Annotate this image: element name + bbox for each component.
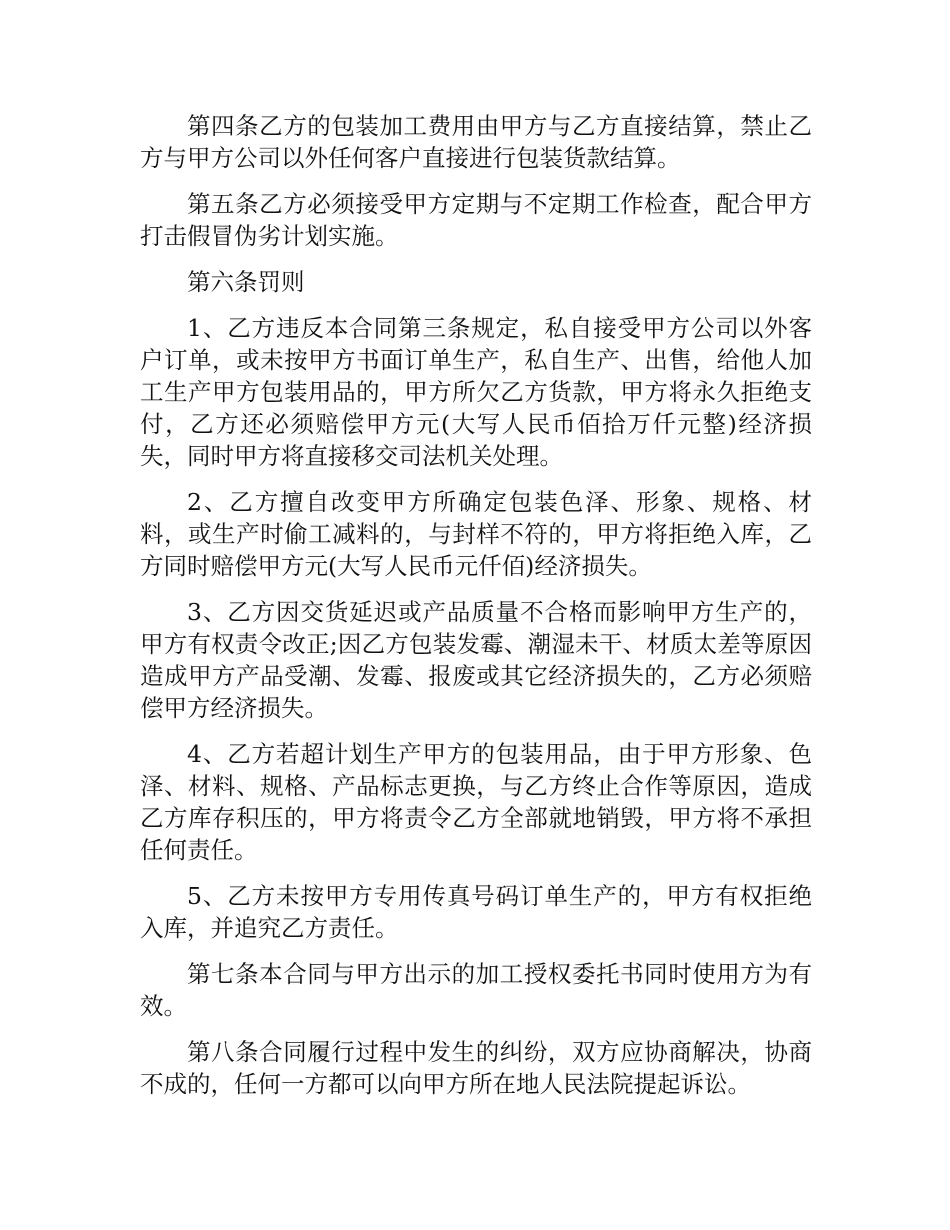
article-4-paragraph: 第四条乙方的包装加工费用由甲方与乙方直接结算，禁止乙方与甲方公司以外任何客户直接进行包装货款结算。 (140, 112, 812, 172)
article-7-paragraph: 第七条本合同与甲方出示的加工授权委托书同时使用方为有效。 (140, 960, 812, 1020)
penalty-clause-2: 2、乙方擅自改变甲方所确定包装色泽、形象、规格、材料，或生产时偷工减料的，与封样不符的，甲方将拒绝入库，乙方同时赔偿甲方元(大写人民币元仟佰)经济损失。 (140, 488, 812, 580)
document-body (140, 110, 812, 1114)
penalty-clause-1: 1、乙方违反本合同第三条规定，私自接受甲方公司以外客户订单，或未按甲方书面订单生产，私自生产、出售，给他人加工生产甲方包装用品的，甲方所欠乙方货款，甲方将永久拒绝支付，乙方还必须赔偿甲方元(大写人民币佰拾万仟元整)经济损失，同时甲方将直接移交司法机关处理。 (140, 314, 812, 470)
article-8-paragraph: 第八条合同履行过程中发生的纠纷，双方应协商解决，协商不成的，任何一方都可以向甲方所在地人民法院提起诉讼。 (140, 1038, 812, 1098)
article-6-heading: 第六条罚则 (187, 268, 305, 296)
penalty-clause-4: 4、乙方若超计划生产甲方的包装用品，由于甲方形象、色泽、材料、规格、产品标志更换，与乙方终止合作等原因，造成乙方库存积压的，甲方将责令乙方全部就地销毁，甲方将不承担任何责任。 (140, 740, 812, 864)
article-5-paragraph: 第五条乙方必须接受甲方定期与不定期工作检查，配合甲方打击假冒伪劣计划实施。 (140, 190, 812, 250)
penalty-clause-3: 3、乙方因交货延迟或产品质量不合格而影响甲方生产的，甲方有权责令改正;因乙方包装发霉、潮湿未干、材质太差等原因造成甲方产品受潮、发霉、报废或其它经济损失的，乙方必须赔偿甲方经济损失。 (140, 598, 812, 722)
penalty-clause-5: 5、乙方未按甲方专用传真号码订单生产的，甲方有权拒绝入库，并追究乙方责任。 (140, 882, 812, 942)
